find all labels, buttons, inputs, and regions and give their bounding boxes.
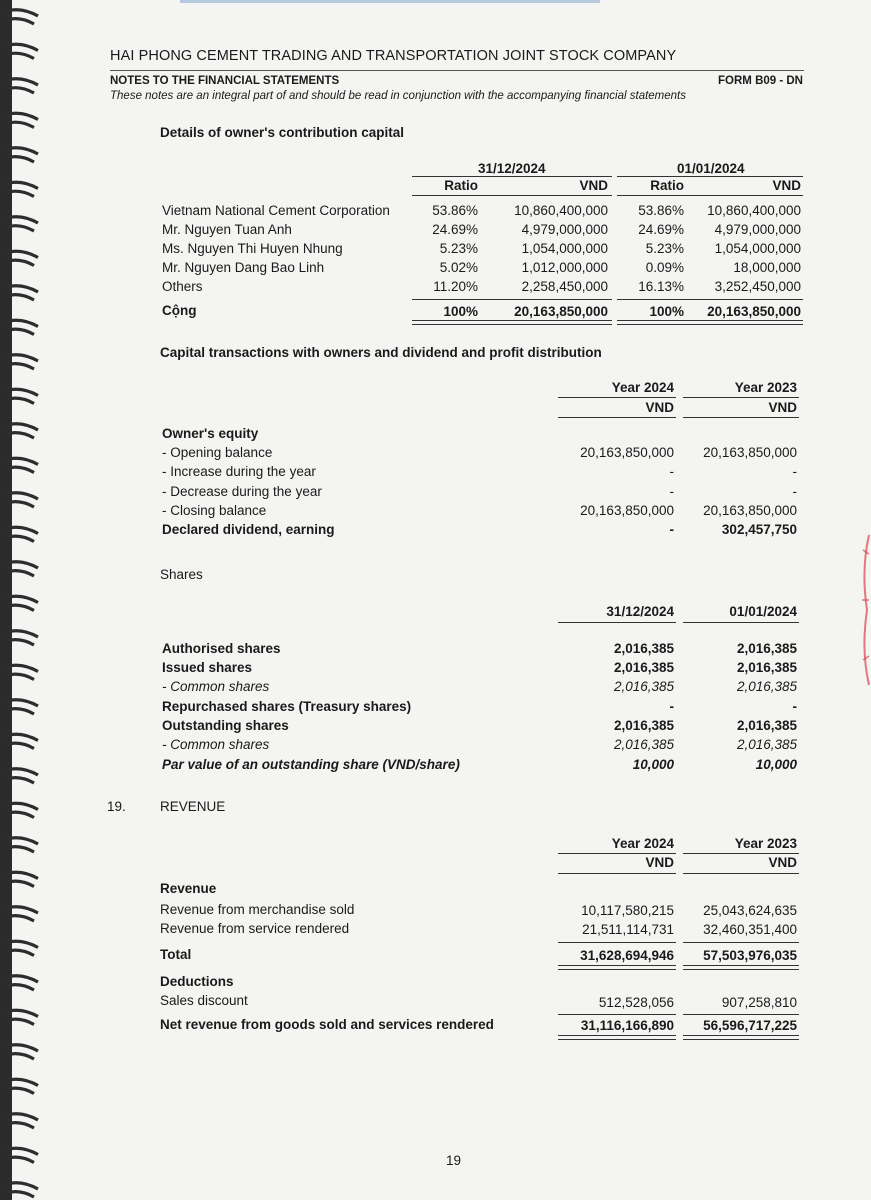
total-double-rule-1 (412, 320, 612, 325)
company-name: HAI PHONG CEMENT TRADING AND TRANSPORTATION JOINT STOCK COMPANY (110, 48, 677, 64)
vnd-2023: 4,979,000,000 (714, 222, 801, 237)
row-label: Authorised shares (162, 641, 281, 656)
cap-col-2023: Year 2023 (734, 380, 797, 395)
shares-rule-1 (558, 622, 676, 623)
vnd-2024: 4,979,000,000 (521, 222, 608, 237)
value-2023: 10,000 (755, 757, 797, 772)
shares-title: Shares (160, 567, 203, 582)
net-revenue-label: Net revenue from goods sold and services rendered (160, 1017, 494, 1032)
shareholder-name: Others (162, 279, 203, 294)
vnd-2024: 1,054,000,000 (521, 241, 608, 256)
cap-unit-rule-2 (683, 417, 799, 418)
value-2023: 2,016,385 (736, 737, 797, 752)
total-rule-top-1 (558, 942, 676, 943)
net-revenue-2024: 31,116,166,890 (580, 1018, 674, 1033)
row-label: Issued shares (162, 660, 253, 675)
value-2024: - (669, 484, 674, 499)
vnd-2024: 2,258,450,000 (521, 279, 608, 294)
row-label: - Closing balance (162, 503, 267, 518)
value-2024: - (669, 464, 674, 479)
total-ratio-2024: 100% (443, 304, 478, 319)
owners-capital-title: Details of owner's contribution capital (160, 125, 404, 140)
capital-transactions-title: Capital transactions with owners and dividend and profit distribution (160, 345, 602, 360)
shareholder-name: Mr. Nguyen Tuan Anh (162, 222, 292, 237)
value-2023: 25,043,624,635 (703, 903, 797, 918)
ratio-2024: 5.02% (439, 260, 478, 275)
col-ratio-1: Ratio (444, 178, 478, 193)
value-2024: 512,528,056 (598, 995, 674, 1010)
vnd-2024: 10,860,400,000 (514, 203, 608, 218)
value-2024: - (669, 522, 674, 537)
revenue-title: REVENUE (160, 799, 226, 814)
col-ratio-2: Ratio (650, 178, 684, 193)
ratio-2023: 5.23% (645, 241, 684, 256)
ratio-2024: 5.23% (439, 241, 478, 256)
notes-title: NOTES TO THE FINANCIAL STATEMENTS (110, 75, 340, 87)
value-2023: 20,163,850,000 (703, 503, 797, 518)
value-2023: 20,163,850,000 (703, 445, 797, 460)
rev-col-2024: Year 2024 (611, 836, 674, 851)
ratio-2024: 53.86% (432, 203, 478, 218)
net-double-rule-1 (558, 1035, 676, 1040)
vnd-2023: 10,860,400,000 (707, 203, 801, 218)
value-2024: 21,511,114,731 (582, 922, 674, 937)
total-vnd-2023: 20,163,850,000 (707, 304, 801, 319)
value-2023: 2,016,385 (736, 641, 797, 656)
page-number: 19 (446, 1153, 462, 1168)
total-vnd-2024: 20,163,850,000 (514, 304, 608, 319)
col-rule-1 (412, 195, 612, 196)
row-label: Revenue from service rendered (160, 921, 350, 936)
ratio-2023: 16.13% (638, 279, 684, 294)
spiral-binding (0, 0, 46, 1200)
ratio-2023: 24.69% (638, 222, 684, 237)
row-label: Outstanding shares (162, 718, 289, 733)
value-2024: 2,016,385 (613, 718, 674, 733)
deductions-heading: Deductions (160, 974, 234, 989)
value-2024: 10,117,580,215 (581, 903, 674, 918)
col-vnd-1: VND (579, 178, 608, 193)
cap-col-2024: Year 2024 (611, 380, 674, 395)
total-label: Cộng (162, 303, 197, 318)
rev-rule-2 (683, 853, 799, 854)
row-label: Revenue from merchandise sold (160, 902, 355, 917)
vnd-2023: 3,252,450,000 (714, 279, 801, 294)
value-2024: 20,163,850,000 (580, 445, 674, 460)
row-label: Declared dividend, earning (162, 522, 335, 537)
total-label: Total (160, 947, 192, 962)
col-vnd-2: VND (772, 178, 801, 193)
header-subnote: These notes are an integral part of and should be read in conjunction with the accompanying financial statements (110, 90, 686, 102)
row-label: Owner's equity (162, 426, 259, 441)
rev-col-2023: Year 2023 (734, 836, 797, 851)
value-2023: 2,016,385 (736, 718, 797, 733)
total-double-rule-1 (558, 965, 676, 970)
row-label: Repurchased shares (Treasury shares) (162, 699, 412, 714)
total-rule-top-2 (683, 942, 799, 943)
net-revenue-2023: 56,596,717,225 (703, 1018, 797, 1033)
value-2023: 32,460,351,400 (703, 922, 797, 937)
period-2-header: 01/01/2024 (677, 161, 745, 176)
shares-rule-2 (683, 622, 799, 623)
row-label: - Decrease during the year (162, 484, 322, 499)
net-rule-top-1 (558, 1014, 676, 1015)
cap-unit-2: VND (768, 400, 797, 415)
total-double-rule-2 (617, 320, 803, 325)
row-label: Par value of an outstanding share (VND/share) (162, 757, 460, 772)
value-2023: 2,016,385 (736, 679, 797, 694)
value-2023: - (792, 699, 797, 714)
cap-unit-1: VND (645, 400, 674, 415)
row-label: - Opening balance (162, 445, 273, 460)
cap-unit-rule-1 (558, 417, 676, 418)
shareholder-name: Mr. Nguyen Dang Bao Linh (162, 260, 325, 275)
vnd-2024: 1,012,000,000 (521, 260, 608, 275)
form-code: FORM B09 - DN (718, 75, 803, 87)
total-2024: 31,628,694,946 (580, 948, 674, 963)
shares-col-2: 01/01/2024 (729, 604, 797, 619)
ratio-2023: 53.86% (638, 203, 684, 218)
value-2024: 2,016,385 (613, 737, 674, 752)
rev-unit-rule-2 (683, 873, 799, 874)
rev-unit-1: VND (645, 855, 674, 870)
value-2023: 2,016,385 (736, 660, 797, 675)
total-rule-top-1 (412, 299, 612, 300)
total-double-rule-2 (683, 965, 799, 970)
rev-rule-1 (558, 853, 676, 854)
row-label: - Common shares (162, 679, 270, 694)
value-2023: 907,258,810 (721, 995, 797, 1010)
value-2024: 2,016,385 (613, 641, 674, 656)
vnd-2023: 1,054,000,000 (714, 241, 801, 256)
value-2024: 10,000 (632, 757, 674, 772)
row-label: Sales discount (160, 993, 248, 1008)
row-label: - Increase during the year (162, 464, 316, 479)
value-2023: 302,457,750 (721, 522, 797, 537)
ratio-2024: 11.20% (433, 279, 478, 294)
net-rule-top-2 (683, 1014, 799, 1015)
total-ratio-2023: 100% (649, 304, 684, 319)
period-2-rule (617, 176, 803, 177)
cap-rule-2 (683, 397, 799, 398)
total-rule-top-2 (617, 299, 803, 300)
cap-rule-1 (558, 397, 676, 398)
rev-unit-rule-1 (558, 873, 676, 874)
value-2023: - (792, 484, 797, 499)
revenue-heading: Revenue (160, 881, 217, 896)
vnd-2023: 18,000,000 (733, 260, 801, 275)
shareholder-name: Vietnam National Cement Corporation (162, 203, 390, 218)
shares-col-1: 31/12/2024 (606, 604, 674, 619)
value-2024: 20,163,850,000 (580, 503, 674, 518)
header-rule (110, 70, 804, 71)
value-2024: - (669, 699, 674, 714)
period-1-header: 31/12/2024 (478, 161, 546, 176)
value-2024: 2,016,385 (613, 660, 674, 675)
ratio-2023: 0.09% (645, 260, 684, 275)
ratio-2024: 24.69% (432, 222, 478, 237)
value-2024: 2,016,385 (613, 679, 674, 694)
net-double-rule-2 (683, 1035, 799, 1040)
rev-unit-2: VND (768, 855, 797, 870)
shareholder-name: Ms. Nguyen Thi Huyen Nhung (162, 241, 343, 256)
scan-edge-mark (180, 0, 600, 3)
row-label: - Common shares (162, 737, 270, 752)
period-1-rule (412, 176, 612, 177)
red-stamp-edge (857, 530, 871, 690)
value-2023: - (792, 464, 797, 479)
total-2023: 57,503,976,035 (703, 948, 797, 963)
section-number: 19. (107, 799, 126, 814)
col-rule-2 (617, 195, 803, 196)
